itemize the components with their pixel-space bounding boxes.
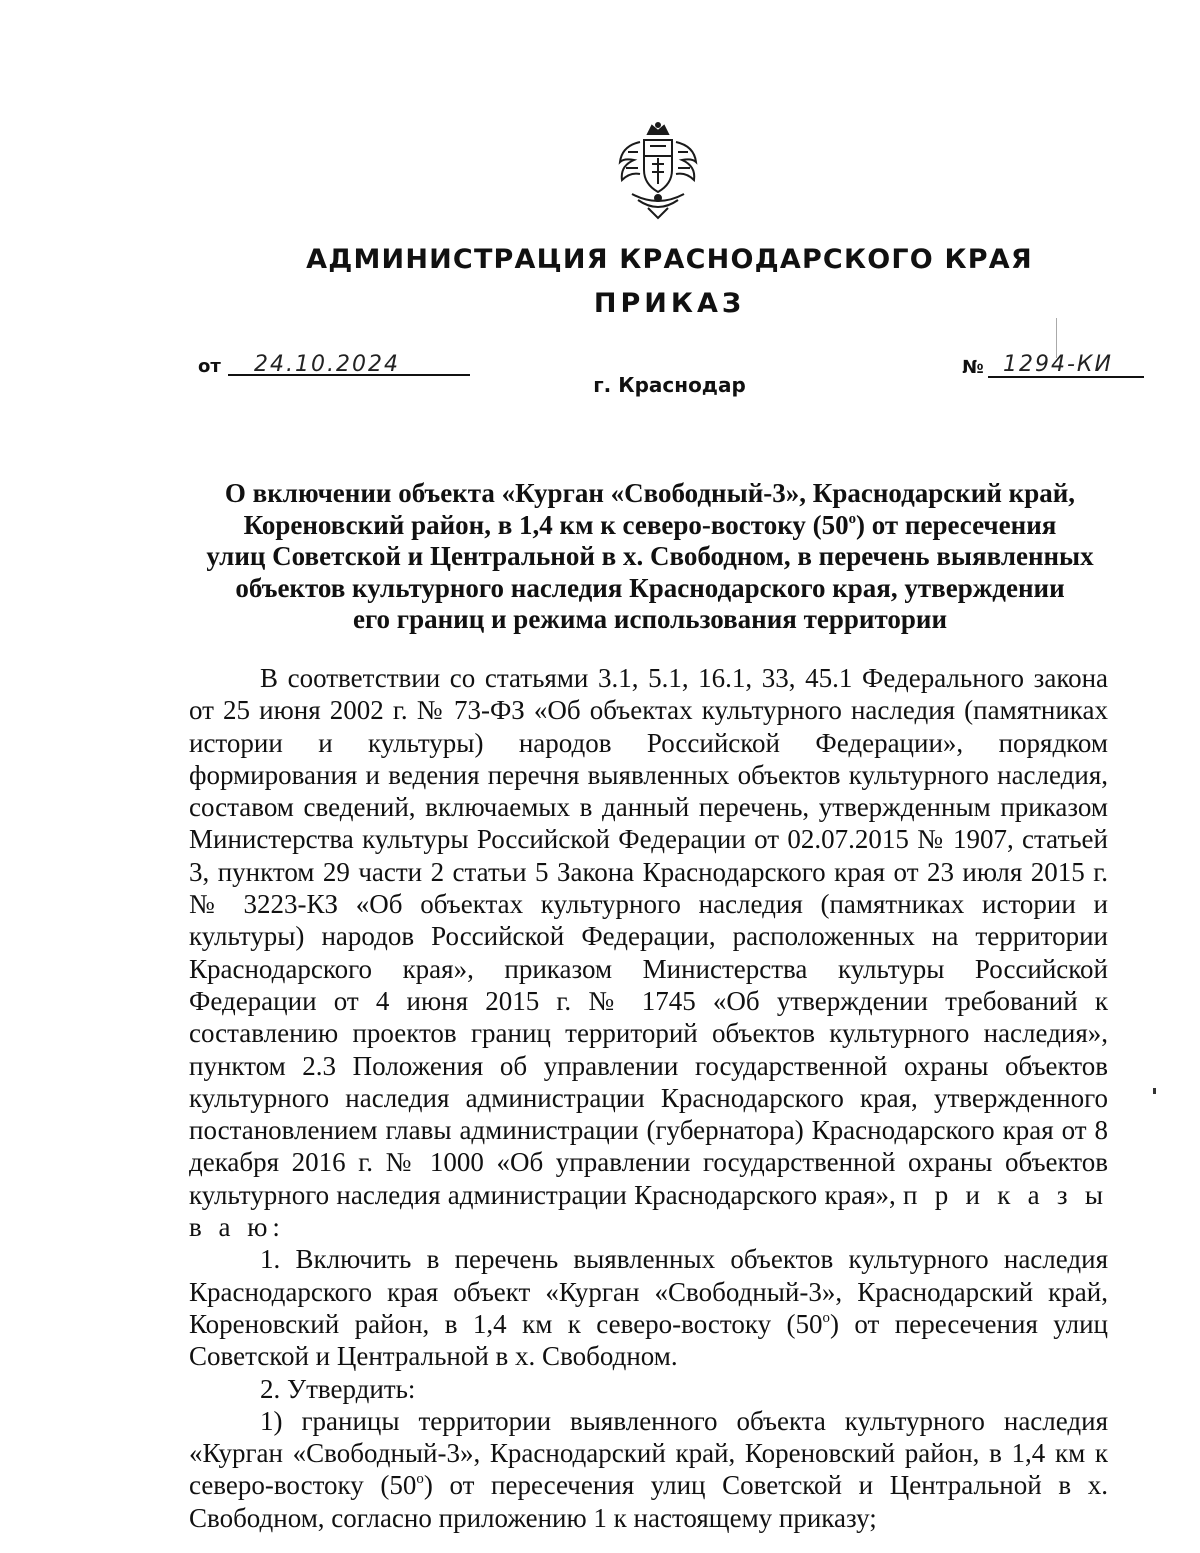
preamble-paragraph: [189, 662, 1108, 1243]
organization-name: АДМИНИСТРАЦИЯ КРАСНОДАРСКОГО КРАЯ: [306, 244, 1033, 275]
item-2-1-text-a: 1) границы территории выявленного объекта культурного наследия «Курган «Свободный-3», Краснодарский край, Кореновский район, в 1,4 км к северо-востоку (50: [189, 1405, 1108, 1501]
document-body: [189, 662, 1108, 1534]
item-1-text-a: 1. Включить в перечень выявленных объектов культурного наследия Краснодарского края объект «Курган «Свободный-3», Краснодарский край, Кореновский район, в 1,4 км к северо-востоку (50: [189, 1244, 1108, 1339]
title-line-5: его границ и режима использования территории: [352, 604, 948, 634]
date-value: 24.10.2024: [254, 352, 400, 377]
scan-speck: [1153, 1088, 1156, 1094]
title-line-4: объектов культурного наследия Краснодарского края, утверждении: [235, 572, 1065, 603]
city: г. Краснодар: [593, 373, 746, 397]
title-line-2b: ) от пересечения: [856, 509, 1057, 540]
degree-mark: о: [822, 1309, 830, 1326]
item-2-text: 2. Утвердить:: [260, 1373, 416, 1404]
coat-of-arms-icon: [608, 122, 708, 222]
degree-mark: о: [416, 1471, 424, 1488]
preamble-text: В соответствии со статьями 3.1, 5.1, 16.1, 33, 45.1 Федерального закона от 25 июня 2002 г. № 73-ФЗ «Об объектах культурного наследия (памятниках истории и культуры) народов Российской Федерации», порядком формирования и ведения перечня выявленных объектов культурного наследия, составом сведений, включаемых в данный перечень, утвержденным приказом Министерства культуры Российской Федерации от 02.07.2015 № 1907, статьей 3, пунктом 29 части 2 статьи 5 Закона Краснодарского края от 23 июля 2015 г. № 3223-КЗ «Об объектах культурного наследия (памятниках истории и культуры) народов Российской Федерации, расположенных на территории Краснодарского края», приказом Министерства культуры Российской Федерации от 4 июня 2015 г. № 1745 «Об утверждении требований к составлению проектов границ территорий объектов культурного наследия», пунктом 2.3 Положения об управлении государственной охраны объектов культурного наследия администрации Краснодарского края, утвержденного постановлением главы администрации (губернатора) Краснодарского края от 8 декабря 2016 г. № 1000 «Об управлении государственной охраны объектов культурного наследия администрации Краснодарского края»,: [189, 663, 1108, 1210]
order-word: п р и к а з ы в а ю:: [189, 1179, 1108, 1243]
item-2-1-paragraph: [189, 1405, 1108, 1534]
title-line-3: улиц Советской и Центральной в х. Свободном, в перечень выявленных: [206, 541, 1094, 571]
title-line-2a: Кореновский район, в 1,4 км к северо-востоку (50: [243, 509, 849, 540]
degree-mark: о: [848, 510, 857, 527]
item-1-text-b: ) от пересечения улиц Советской и Центральной в х. Свободном.: [189, 1308, 1108, 1372]
document-title: [190, 478, 1110, 636]
title-line-1: О включении объекта «Курган «Свободный-3», Краснодарский край,: [224, 478, 1076, 508]
number-value: 1294-КИ: [1003, 352, 1114, 377]
item-1-paragraph: [189, 1243, 1108, 1372]
document-type: ПРИКАЗ: [593, 288, 746, 319]
date-label: от: [198, 356, 221, 377]
item-2-paragraph: [189, 1373, 1108, 1405]
item-2-1-text-b: ) от пересечения улиц Советской и Центральной в х. Свободном, согласно приложению 1 к настоящему приказу;: [189, 1470, 1108, 1533]
number-label: №: [962, 357, 984, 378]
